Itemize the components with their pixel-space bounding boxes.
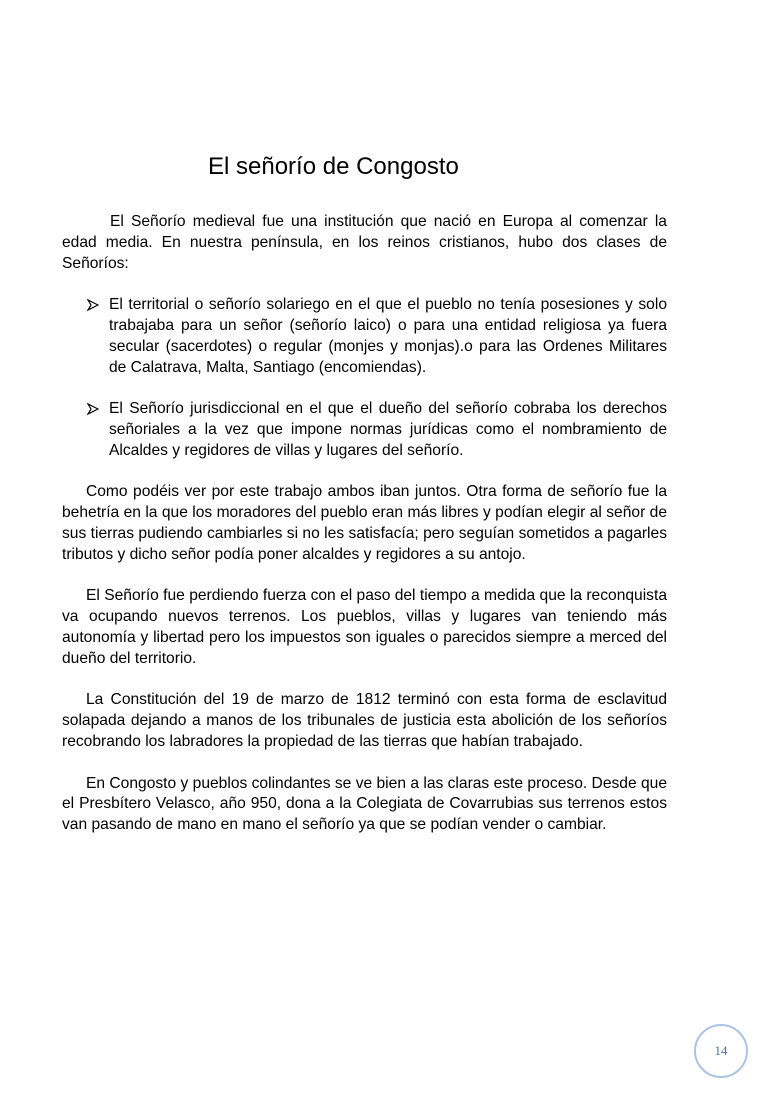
page-number: 14: [714, 1043, 728, 1058]
body-paragraph: El Señorío fue perdiendo fuerza con el paso del tiempo a medida que la reconquista va ocupando nuevos terrenos. Los pueblos, villas y lugares van teniendo más autonomía y libertad pero los impuestos son iguales o parecidos siempre a merced del dueño del territorio.: [62, 587, 667, 667]
body-paragraph: La Constitución del 19 de marzo de 1812 terminó con esta forma de esclavitud solapada dejando a manos de los tribunales de justicia esta abolición de los señoríos recobrando los labradores la propiedad de las tierras que habían trabajado.: [62, 691, 667, 750]
bullet-item: [62, 295, 667, 378]
bullet-item: [62, 399, 667, 461]
bullet-text: El territorial o señorío solariego en el que el pueblo no tenía posesiones y solo trabajaba para un señor (señorío laico) o para una entidad religiosa ya fuera secular (sacerdotes) o regular (monjes y monjas).o para las Ordenes Militares de Calatrava, Malta, Santiago (encomiendas).: [109, 296, 667, 376]
bullet-list: [62, 295, 667, 461]
body-paragraph: Como podéis ver por este trabajo ambos iban juntos. Otra forma de señorío fue la behetría en la que los moradores del pueblo eran más libres y podían elegir al señor de sus tierras pudiendo cambiarles si no les satisfacía; pero seguían sometidos a pagarles tributos y dicho señor podía poner alcaldes y regidores a su antojo.: [62, 483, 667, 563]
bullet-text: El Señorío jurisdiccional en el que el dueño del señorío cobraba los derechos señoriales a la vez que impone normas jurídicas como el nombramiento de Alcaldes y regidores de villas y lugares del señorío.: [109, 400, 667, 459]
page-title: El señorío de Congosto: [208, 153, 459, 180]
arrowhead-bullet-icon: [87, 403, 99, 415]
document-body: [62, 212, 667, 857]
page-number-badge: [694, 1024, 748, 1078]
intro-paragraph: El Señorío medieval fue una institución que nació en Europa al comenzar la edad media. En nuestra península, en los reinos cristianos, hubo dos clases de Señoríos:: [62, 213, 667, 272]
arrowhead-bullet-icon: [87, 299, 99, 311]
body-paragraph: En Congosto y pueblos colindantes se ve bien a las claras este proceso. Desde que el Presbítero Velasco, año 950, dona a la Colegiata de Covarrubias sus terrenos estos van pasando de mano en mano el señorío ya que se podían vender o cambiar.: [62, 774, 667, 834]
